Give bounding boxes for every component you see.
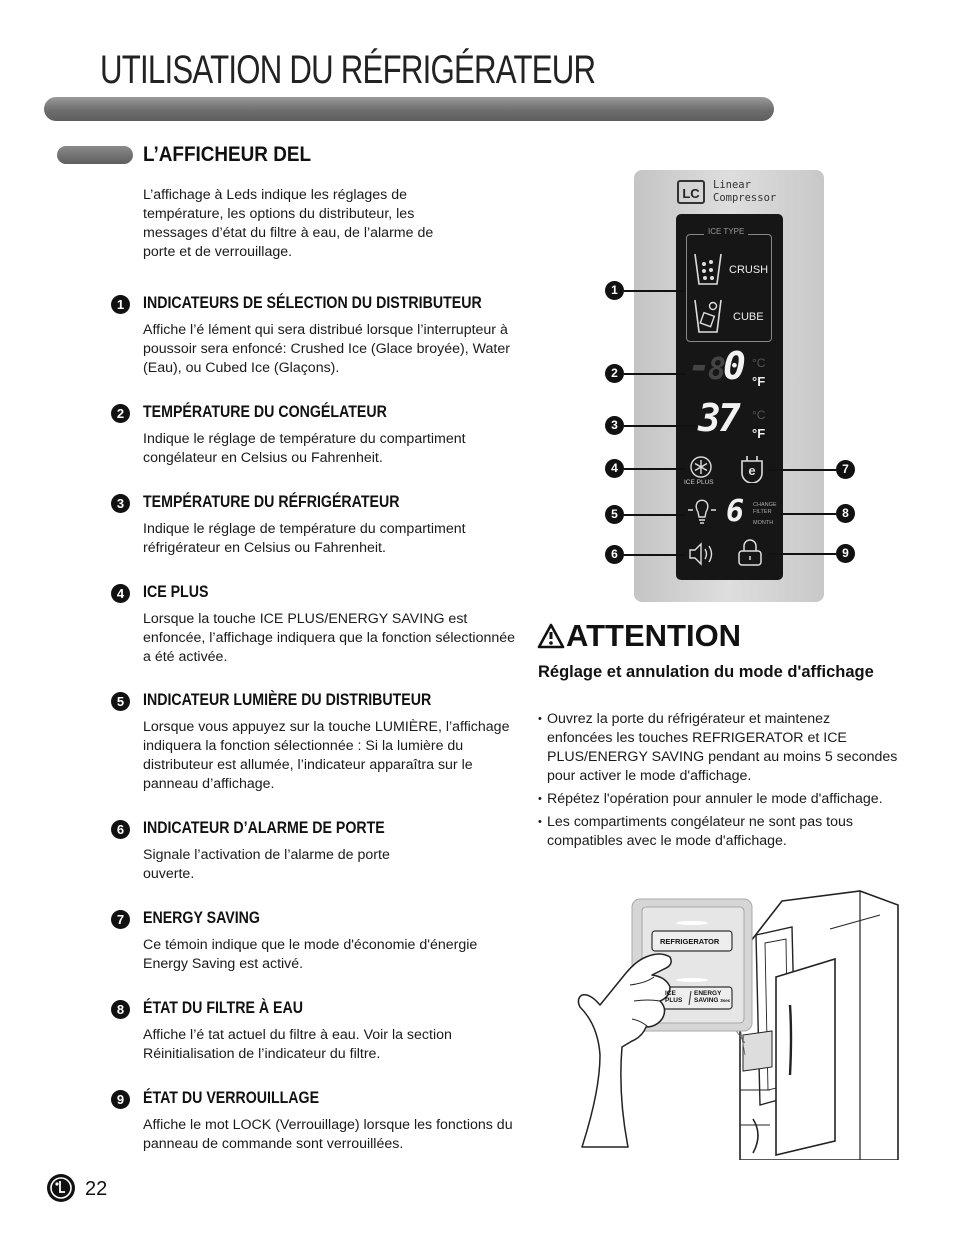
filter-line-2: FILTER [753,509,772,515]
cube-label: CUBE [733,311,764,323]
filter-status-label [753,502,777,527]
refrigerator-button-label: REFRIGERATOR [660,937,720,946]
item-body: Ce témoin indique que le mode d'économie d'énergie Energy Saving est activé. [143,937,478,972]
item-number: 4 [111,584,130,603]
item-body: Signale l’activation de l’alarme de porte ouverte. [143,847,390,882]
fridge-fahrenheit-unit: °F [752,426,766,441]
callout-line-6 [624,554,686,556]
fridge-celsius-unit: °C [752,408,766,422]
item-body: Affiche le mot LOCK (Verrouillage) lorsque les fonctions du panneau de commande sont verrouillées. [143,1117,513,1152]
filter-line-3: MONTH [753,520,774,526]
item-title: ÉTAT DU VERROUILLAGE [143,1089,320,1107]
item-body: Indique le réglage de température du compartiment congélateur en Celsius ou Fahrenheit. [143,431,466,466]
callout-7: 7 [836,460,855,479]
item-title: ENERGY SAVING [143,909,260,927]
callout-9: 9 [836,544,855,563]
logo-line-1: Linear [713,179,751,191]
logo-line-2: Compressor [713,192,777,204]
section-pill [57,146,133,164]
freezer-fahrenheit-unit: °F [752,374,766,389]
callout-line-8 [780,513,836,515]
item-number: 6 [111,820,130,839]
callout-line-9 [768,553,836,555]
svg-text:e: e [748,463,756,478]
freezer-celsius-unit: °C [752,356,766,370]
callout-6: 6 [605,545,624,564]
lc-logo: LC [677,180,705,204]
attention-bullet: • Répétez l'opération pour annuler le mode d'affichage. [538,790,898,809]
item-number: 7 [111,910,130,929]
callout-line-2 [624,373,686,375]
item-number: 9 [111,1090,130,1109]
btn2-line-b: PLUS [665,997,683,1004]
fridge-illustration [560,885,900,1160]
fridge-temp-digits: 37 [698,396,738,440]
freezer-temp-digits: -80 [688,344,743,388]
ice-type-label: ICE TYPE [704,228,748,235]
btn2-line-e: 3sec [720,998,731,1003]
callout-3: 3 [605,416,624,435]
attention-subtitle: Réglage et annulation du mode d'affichage [538,663,874,681]
attention-bullet: • Ouvrez la porte du réfrigérateur et maintenez enfoncées les touches REFRIGERATOR et ICE PLUS/ENERGY SAVING pendant au moins 5 secondes pour activer le mode d'affichage. [538,710,898,786]
item-number: 5 [111,692,130,711]
callout-1: 1 [605,281,624,300]
btn2-line-d: SAVING [694,997,719,1004]
linear-compressor-label [713,179,776,205]
btn2-line-a: ICE [665,990,676,997]
attention-bullet: • Les compartiments congélateur ne sont pas tous compatibles avec le mode d'affichage. [538,813,898,851]
item-number: 3 [111,494,130,513]
freezer-temp-value: 0 [722,344,743,388]
attention-bullets [538,710,898,855]
lock-icon [736,538,764,568]
callout-8: 8 [836,504,855,523]
cubed-ice-icon [692,296,724,336]
ice-plus-label: ICE PLUS [684,479,714,486]
item-title: ICE PLUS [143,583,209,601]
page-title: UTILISATION DU RÉFRIGÉRATEUR [100,48,596,92]
item-body: Lorsque la touche ICE PLUS/ENERGY SAVING est enfoncée, l’affichage indiquera que la fonction sélectionnée a été activée. [143,611,516,665]
crushed-ice-icon [692,250,724,288]
callout-line-7 [768,469,836,471]
crush-label: CRUSH [729,264,769,276]
item-title: ÉTAT DU FILTRE À EAU [143,999,304,1017]
callout-line-4 [624,468,686,470]
item-title: INDICATEURS DE SÉLECTION DU DISTRIBUTEUR [143,294,482,312]
item-title: TEMPÉRATURE DU CONGÉLATEUR [143,403,387,421]
section-heading: L’AFFICHEUR DEL [143,143,312,166]
item-number: 8 [111,1000,130,1019]
item-body: Indique le réglage de température du compartiment réfrigérateur en Celsius ou Fahrenheit. [143,521,466,556]
filter-status-digit: 6 [726,494,745,529]
callout-2: 2 [605,364,624,383]
ice-plus-icon [688,454,714,480]
energy-saving-icon [738,455,766,483]
item-number: 1 [111,295,130,314]
item-body: Lorsque vous appuyez sur la touche LUMIÈRE, l’affichage indiquera la fonction sélectionnée : Si la lumière du distributeur est allumée, l’indicateur apparaîtra sur le panneau d’affichage. [143,719,510,792]
callout-line-3 [624,425,696,427]
page-number: 22 [85,1178,108,1200]
title-bar [44,97,774,121]
warning-icon [537,623,565,649]
item-title: INDICATEUR D’ALARME DE PORTE [143,819,385,837]
item-title: TEMPÉRATURE DU RÉFRIGÉRATEUR [143,493,400,511]
callout-4: 4 [605,459,624,478]
ice-plus-button-label [665,990,682,1004]
dispenser-light-icon [686,498,718,528]
energy-saving-button-label [694,990,730,1004]
callout-5: 5 [605,505,624,524]
callout-line-5 [624,514,686,516]
item-body: Affiche l’é tat actuel du filtre à eau. Voir la section Réinitialisation de l’indicateur du filtre. [143,1027,452,1062]
btn2-line-c: ENERGY [694,990,722,997]
item-title: INDICATEUR LUMIÈRE DU DISTRIBUTEUR [143,691,432,709]
filter-line-1: CHANGE [753,502,777,508]
callout-line-1 [624,290,686,292]
item-number: 2 [111,404,130,423]
item-body: Affiche l’é lément qui sera distribué lorsque l’interrupteur à poussoir sera enfoncé: Crushed Ice (Glace broyée), Water (Eau), ou Cubed Ice (Glaçons). [143,322,510,376]
lg-logo-icon [46,1173,76,1203]
attention-title: ATTENTION [566,618,742,653]
section-intro: L’affichage à Leds indique les réglages de température, les options du distributeur, les messages d’état du filtre à eau, de l’alarme de porte et de verrouillage. [143,187,434,260]
door-alarm-icon [688,540,718,568]
